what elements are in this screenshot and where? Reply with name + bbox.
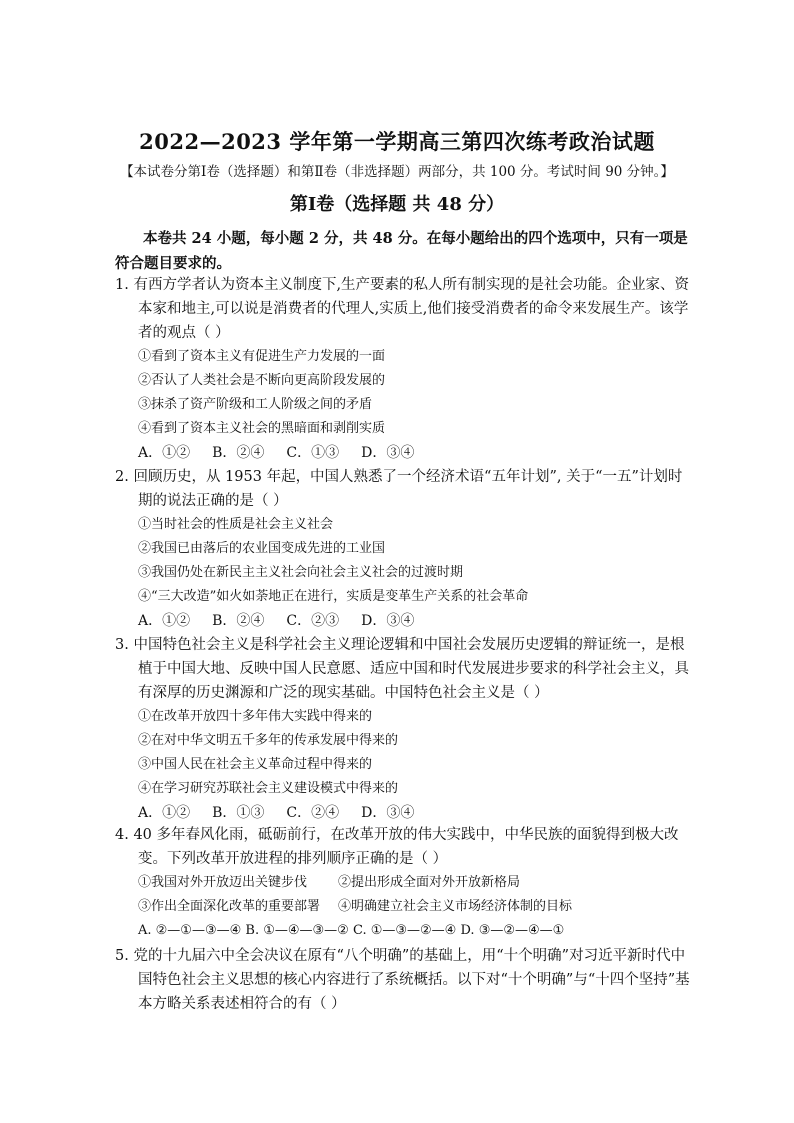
question-4	[115, 823, 695, 943]
option: ①在改革开放四十多年伟大实践中得来的	[138, 709, 373, 724]
choice-b: B．①③	[212, 805, 265, 821]
option-row	[115, 895, 695, 919]
exam-info: 【本试卷分第Ⅰ卷（选择题）和第Ⅱ卷（非选择题）两部分，共 100 分。考试时间 90 分钟。】	[120, 164, 674, 180]
option-row	[115, 871, 695, 895]
option: ③抹杀了资产阶级和工人阶级之间的矛盾	[138, 397, 373, 412]
option: ④在学习研究苏联社会主义建设模式中得来的	[138, 781, 399, 796]
choice-d: D．③④	[361, 445, 415, 461]
section-title: 第Ⅰ卷（选择题 共 48 分）	[289, 194, 505, 215]
exam-title: 2022—2023 学年第一学期高三第四次练考政治试题	[139, 129, 655, 154]
option: ③我国仍处在新民主主义社会向社会主义社会的过渡时期	[138, 565, 464, 580]
choice-c: C．②③	[286, 613, 340, 629]
question-stem: 1. 有西方学者认为资本主义制度下,生产要素的私人所有制实现的是社会功能。企业家、资本家和地主,可以说是消费者的代理人,实质上,他们接受消费者的命令来发展生产。该学者的观点（ ）	[115, 277, 690, 341]
answer-choices	[115, 801, 695, 825]
option: ③中国人民在社会主义革命过程中得来的	[138, 757, 373, 772]
option: ①看到了资本主义有促进生产力发展的一面	[138, 349, 386, 364]
option: ④明确建立社会主义市场经济体制的目标	[338, 899, 573, 914]
option: ①我国对外开放迈出关键步伐	[138, 875, 308, 890]
option: ①当时社会的性质是社会主义社会	[138, 517, 334, 532]
answer-choices: A. ②—①—③—④ B. ①—④—③—② C. ①—③—②—④ D. ③—②—④—①	[138, 923, 565, 938]
option: ③作出全面深化改革的重要部署	[138, 899, 321, 914]
option: ②在对中华文明五千多年的传承发展中得来的	[138, 733, 399, 748]
choice-b: B．②④	[212, 445, 265, 461]
choice-d: D．③④	[361, 805, 415, 821]
question-stem: 3. 中国特色社会主义是科学社会主义理论逻辑和中国社会发展历史逻辑的辩证统一，是根植于中国大地、反映中国人民意愿、适应中国和时代发展进步要求的科学社会主义，具有深厚的历史渊源和广泛的现实基础。中国特色社会主义是（ ）	[115, 637, 689, 701]
choice-c: C．②④	[286, 805, 340, 821]
question-3	[115, 633, 695, 825]
question-2	[115, 465, 695, 633]
choice-d: D．③④	[361, 613, 415, 629]
choice-a: A．①②	[138, 613, 191, 629]
option: ④“三大改造”如火如荼地正在进行，实质是变革生产关系的社会革命	[138, 589, 529, 604]
choice-b: B．②④	[212, 613, 265, 629]
question-1	[115, 273, 695, 465]
question-stem: 2. 回顾历史，从 1953 年起，中国人熟悉了一个经济术语“五年计划”, 关于“一五”计划时期的说法正确的是（ ）	[115, 469, 683, 509]
option: ④看到了资本主义社会的黑暗面和剥削实质	[138, 421, 386, 436]
instructions: 本卷共 24 小题，每小题 2 分，共 48 分。在每小题给出的四个选项中，只有一项是符合题目要求的。	[115, 230, 688, 272]
option: ②提出形成全面对外开放新格局	[338, 875, 521, 890]
question-5	[115, 944, 695, 1016]
question-stem: 5. 党的十九届六中全会决议在原有“八个明确”的基础上，用“十个明确”对习近平新时代中国特色社会主义思想的核心内容进行了系统概括。以下对“十个明确”与“十四个坚持”基本方略关系表述相符合的有（ ）	[115, 948, 690, 1012]
choice-c: C．①③	[286, 445, 340, 461]
option: ②我国已由落后的农业国变成先进的工业国	[138, 541, 386, 556]
question-stem: 4. 40 多年春风化雨，砥砺前行，在改革开放的伟大实践中，中华民族的面貌得到极大改变。下列改革开放进程的排列顺序正确的是（ ）	[115, 827, 679, 867]
choice-a: A．①②	[138, 805, 191, 821]
choice-a: A．①②	[138, 445, 191, 461]
option: ②否认了人类社会是不断向更高阶段发展的	[138, 373, 386, 388]
answer-choices	[115, 441, 695, 465]
answer-choices	[115, 609, 695, 633]
